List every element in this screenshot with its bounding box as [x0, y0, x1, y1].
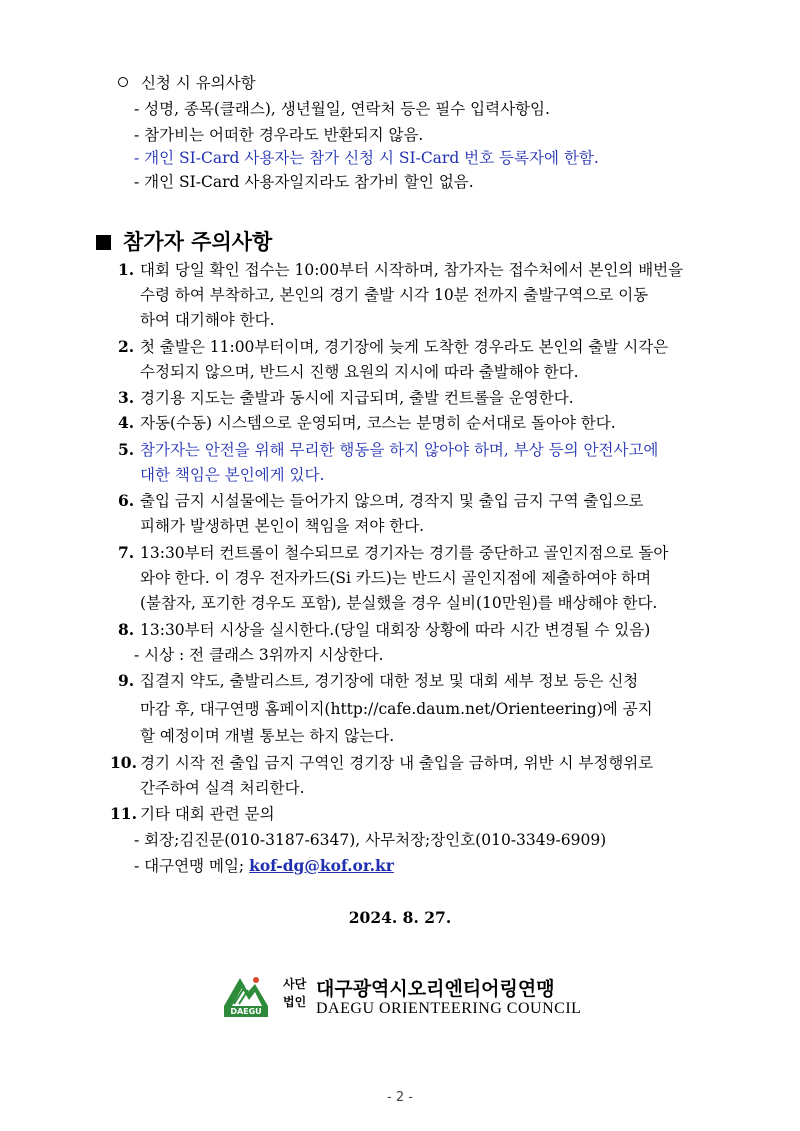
item-line: 자동(수동) 시스템으로 운영되며, 코스는 분명히 순서대로 돌아야 한다.	[140, 414, 616, 432]
page-number: - 2 -	[387, 1090, 413, 1105]
item-number: 5.	[118, 440, 135, 459]
item-line: (불참자, 포기한 경우도 포함), 분실했을 경우 실비(10만원)를 배상해야 한다.	[140, 594, 658, 612]
item-line: 13:30부터 컨트롤이 철수되므로 경기자는 경기를 중단하고 골인지점으로 돌아	[140, 544, 669, 562]
item-line: 13:30부터 시상을 실시한다.(당일 대회장 상황에 따라 시간 변경될 수 있음)	[140, 621, 651, 639]
notice-title-row	[118, 74, 256, 92]
notice-item: - 참가비는 어떠한 경우라도 반환되지 않음.	[134, 126, 424, 144]
item-line: 기타 대회 관련 문의	[140, 805, 275, 823]
org-prefix-line: 법인	[283, 995, 307, 1009]
notice-item: - 개인 SI-Card 사용자는 참가 신청 시 SI-Card 번호 등록자에 한함.	[134, 149, 599, 167]
item-line: 참가자는 안전을 위해 무리한 행동을 하지 않아야 하며, 부상 등의 안전사고에	[140, 441, 659, 459]
org-prefix	[283, 977, 306, 1009]
item-line: 경기 시작 전 출입 금지 구역인 경기장 내 출입을 금하며, 위반 시 부정행위로	[140, 754, 654, 772]
contact-line: - 회장;김진문(010-3187-6347), 사무처장;장인호(010-3349-6909)	[134, 831, 607, 849]
logo-text: DAEGU	[230, 1007, 262, 1016]
item-line: 할 예정이며 개별 통보는 하지 않는다.	[140, 727, 395, 745]
item-number: 11.	[110, 804, 137, 823]
item-line: 대한 책임은 본인에게 있다.	[140, 466, 325, 484]
item-line: - 시상 : 전 클래스 3위까지 시상한다.	[134, 646, 384, 664]
item-number: 1.	[118, 260, 135, 279]
org-name-korean: 대구광역시오리엔티어링연맹	[316, 978, 555, 1000]
notice-item: - 개인 SI-Card 사용자일지라도 참가비 할인 없음.	[134, 173, 474, 191]
item-number: 3.	[118, 388, 135, 407]
caution-heading	[96, 226, 272, 256]
item-line: 출입 금지 시설물에는 들어가지 않으며, 경작지 및 출입 금지 구역 출입으로	[140, 492, 644, 510]
caution-title: 참가자 주의사항	[123, 230, 273, 254]
org-prefix-line: 사단	[283, 977, 307, 991]
item-number: 9.	[118, 671, 135, 690]
organization-logo	[222, 970, 270, 1018]
item-line: 대회 당일 확인 접수는 10:00부터 시작하며, 참가자는 접수처에서 본인의 배번을	[140, 261, 684, 279]
circle-bullet-icon	[118, 77, 128, 87]
contact-email-label: - 대구연맹 메일;	[134, 857, 250, 875]
item-line: 와야 한다. 이 경우 전자카드(Si 카드)는 반드시 골인지점에 제출하여야 하며	[140, 569, 652, 587]
item-number: 10.	[110, 753, 137, 772]
item-line: 수령 하여 부착하고, 본인의 경기 출발 시각 10분 전까지 출발구역으로 이동	[140, 286, 649, 304]
item-line: 수정되지 않으며, 반드시 진행 요원의 지시에 따라 출발해야 한다.	[140, 363, 579, 381]
item-line: 마감 후, 대구연맹 홈페이지(http://cafe.daum.net/Orienteering)에 공지	[140, 700, 653, 718]
item-line: 간주하여 실격 처리한다.	[140, 779, 305, 797]
contact-email-row	[134, 857, 394, 875]
email-link[interactable]: kof-dg@kof.or.kr	[249, 856, 394, 875]
item-line: 경기용 지도는 출발과 동시에 지급되며, 출발 컨트롤을 운영한다.	[140, 389, 574, 407]
item-number: 2.	[118, 337, 135, 356]
org-name-english: DAEGU ORIENTEERING COUNCIL	[316, 1000, 582, 1017]
item-number: 4.	[118, 413, 135, 432]
item-number: 7.	[118, 543, 135, 562]
item-line: 하여 대기해야 한다.	[140, 311, 275, 329]
notice-title: 신청 시 유의사항	[140, 74, 256, 92]
item-line: 집결지 약도, 출발리스트, 경기장에 대한 정보 및 대회 세부 정보 등은 신청	[140, 672, 639, 690]
item-number: 6.	[118, 491, 135, 510]
document-date: 2024. 8. 27.	[348, 908, 452, 927]
item-line: 피해가 발생하면 본인이 책임을 져야 한다.	[140, 517, 425, 535]
square-bullet-icon	[96, 235, 111, 250]
notice-item: - 성명, 종목(클래스), 생년월일, 연락처 등은 필수 입력사항임.	[134, 100, 550, 118]
item-number: 8.	[118, 620, 135, 639]
item-line: 첫 출발은 11:00부터이며, 경기장에 늦게 도착한 경우라도 본인의 출발 시각은	[140, 338, 669, 356]
